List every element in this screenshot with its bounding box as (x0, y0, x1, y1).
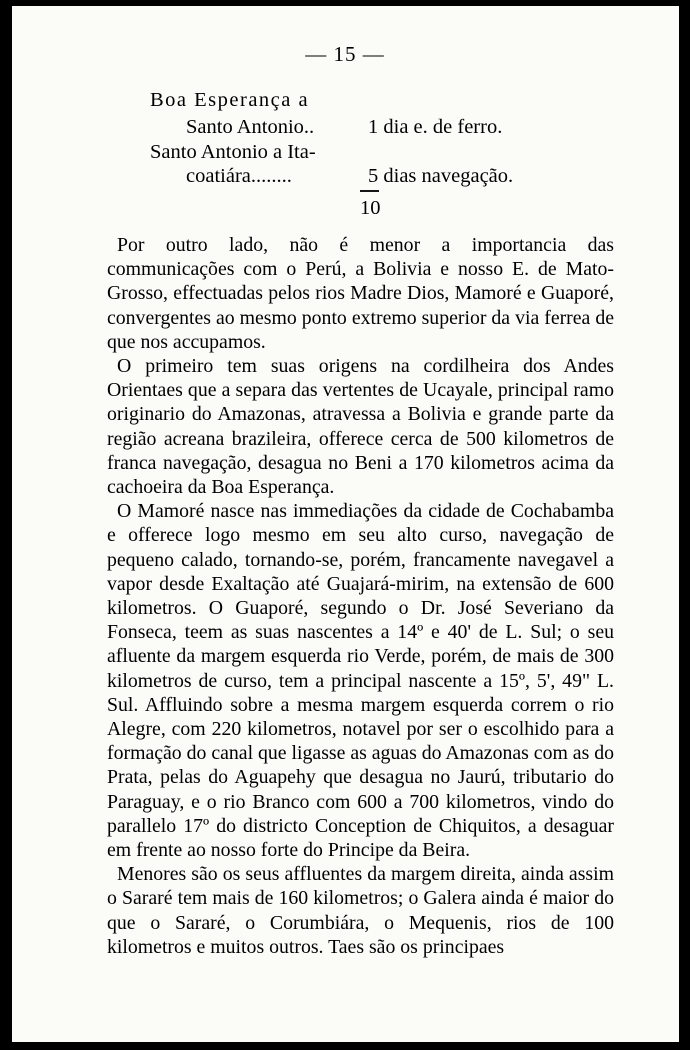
itinerary-line-4: coatiára........ (186, 165, 292, 187)
itinerary-line-3: Santo Antonio a Ita- (150, 141, 316, 163)
paragraph: O primeiro tem suas origens na cordilheira dos Andes Orientaes que a separa das vertentes de Ucayale, principal ramo originario do Amazonas, atravessa a Bolivia e grande parte da região acreana brazileira, offerece cerca de 500 kilometros de franca navegação, desagua no Beni a 170 kilometros acima da cachoeira da Boa Esperança. (107, 355, 614, 499)
sum-rule (360, 190, 379, 192)
itinerary-total: 10 (360, 197, 381, 219)
itinerary-value-1: 1 dia e. de ferro. (368, 116, 503, 138)
paragraph: O Mamoré nasce nas immediações da cidade de Cochabamba e offerece logo mesmo em seu alto curso, navegação de pequeno calado, tornando-se, porém, francamente navegavel a vapor desde Exaltação até Guajará-mirim, na extensão de 600 kilometros. O Guaporé, segundo o Dr. José Severiano da Fonseca, teem as suas nascentes a 14º e 40' de L. Sul; o seu afluente da margem esquerda rio Verde, porém, de mais de 300 kilometros de curso, tem a principal nascente a 15º, 5', 49" L. Sul. Affluindo sobre a mesma margem esquerda correm o rio Alegre, com 220 kilometros, notavel por ser o escolhido para a formação do canal que ligasse as aguas do Amazonas com as do Prata, pelas do Aguapehy que desagua no Jaurú, tributario do Paraguay, e o rio Branco com 600 a 700 kilometros, vindo do parallelo 17º do districto Conception de Chiquitos, a desaguar em frente ao nosso forte do Principe da Beira. (107, 500, 615, 862)
itinerary-line-2: Santo Antonio.. (186, 116, 315, 138)
itinerary-line-1: Boa Esperança a (150, 89, 310, 111)
body-text (107, 233, 614, 959)
paragraph: Por outro lado, não é menor a importancia das communicações com o Perú, a Bolivia e nosso E. de Mato-Grosso, effectuadas pelos rios Madre Dios, Mamoré e Guaporé, convergentes ao mesmo ponto extremo superior da via ferrea de que nos accupamos. (107, 234, 614, 353)
page-number: — 15 — (305, 42, 385, 66)
itinerary-value-2: 5 dias navegação. (368, 165, 514, 187)
paragraph: Menores são os seus affluentes da margem direita, ainda assim o Sararé tem mais de 160 kilometros; o Galera ainda é maior do que o Sararé, o Corumbiára, o Mequenis, rios de 100 kilometros e muitos outros. Taes são os principaes (107, 863, 614, 958)
